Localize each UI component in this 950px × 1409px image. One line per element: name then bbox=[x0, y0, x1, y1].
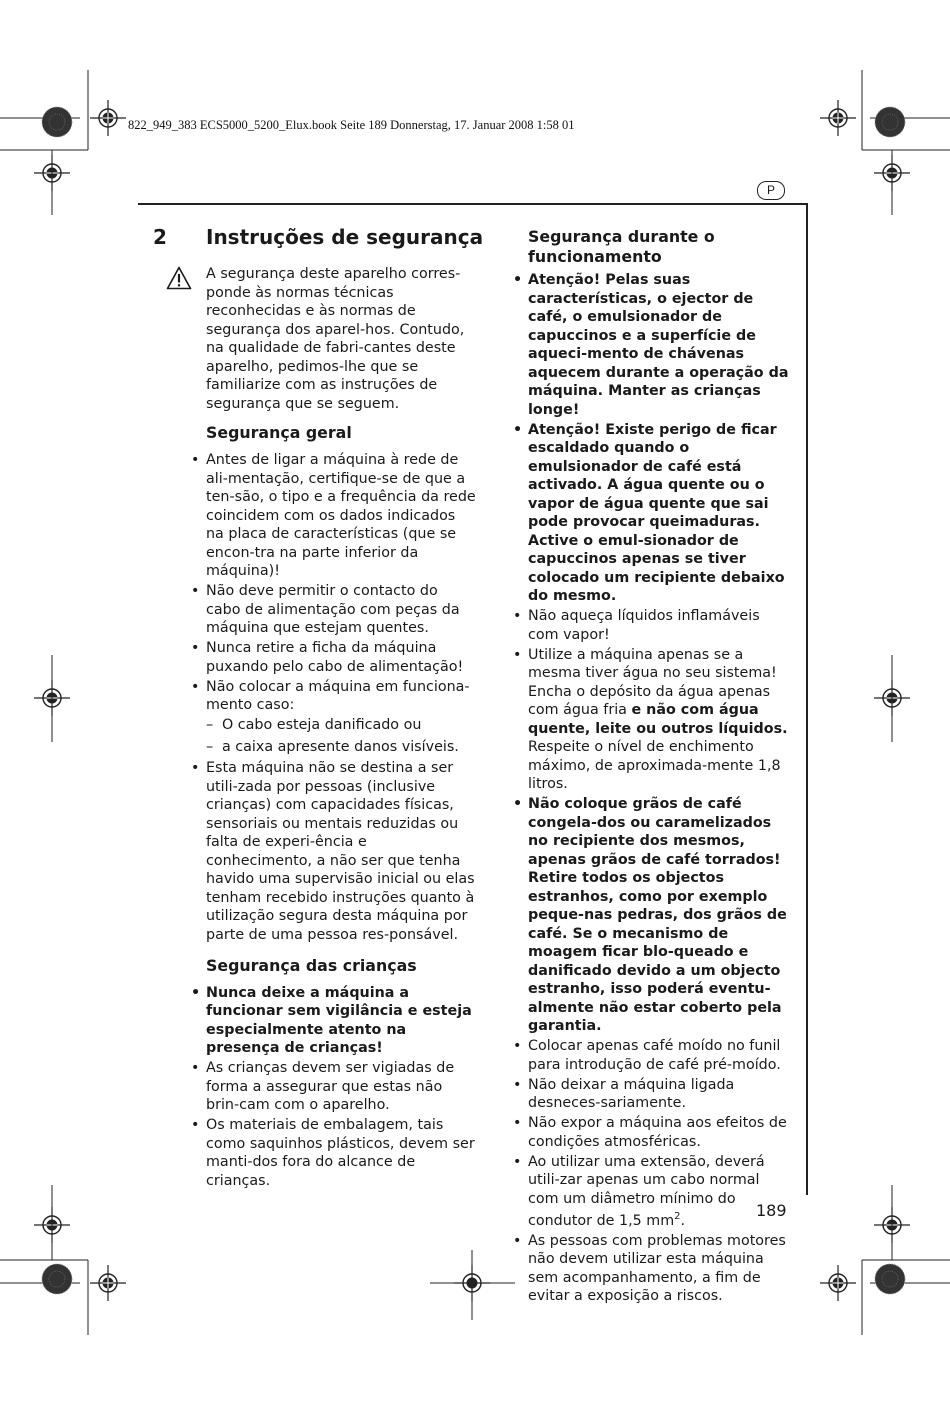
list-item: • Não expor a máquina aos efeitos de condições atmosféricas. bbox=[528, 1114, 790, 1151]
intro-paragraph: A segurança deste aparelho corres-ponde às normas técnicas reconhecidas e às normas de segurança dos aparel-hos. Contudo, na qualidade de fabri-cantes deste aparelho, pedimos-lhe que se familiarize com as instruções de segurança que se seguem. bbox=[206, 266, 465, 412]
list-item: • Colocar apenas café moído no funil para introdução de café pré-moído. bbox=[528, 1037, 790, 1074]
list-item: • Não coloque grãos de café congela-dos ou caramelizados no recipiente dos mesmos, apenas grãos de café torrados! Retire todos os objectos estranhos, como por exemplo peque-nas pedras, dos grãos de café. Se o mecanismo de moagem ficar blo-queado e danificado devido a um objecto estranho, isso poderá eventu-almente não estar coberto pela garantia. bbox=[528, 795, 790, 1036]
list-item: • Atenção! Pelas suas características, o ejector de café, o emulsionador de capuccinos e a superfície de aqueci-mento de chávenas aquecem durante a operação da máquina. Manter as crianças longe! bbox=[528, 271, 790, 419]
general-safety-heading: Segurança geral bbox=[206, 423, 352, 442]
list-item: • Nunca deixe a máquina a funcionar sem vigilância e esteja especialmente atento na presença de crianças! bbox=[206, 984, 476, 1058]
list-item: • As crianças devem ser vigiadas de forma a assegurar que estas não brin-cam com o aparelho. bbox=[206, 1059, 476, 1115]
operation-safety-heading: Segurança durante o funcionamento bbox=[528, 227, 715, 266]
superscript: 2 bbox=[674, 1211, 681, 1222]
language-badge: P bbox=[757, 181, 785, 200]
water-text: Utilize a máquina apenas se a mesma tiver água no seu sistema! Encha o depósito da água apenas com água fria bbox=[528, 646, 777, 718]
list-item: • Nunca retire a ficha da máquina puxando pelo cabo de alimentação! bbox=[206, 639, 476, 676]
list-item: • Os materiais de embalagem, tais como saquinhos plásticos, devem ser manti-dos fora do alcance de crianças. bbox=[206, 1116, 476, 1190]
child-safety-heading: Segurança das crianças bbox=[206, 955, 417, 975]
list-item: • Não aqueça líquidos inflamáveis com vapor! bbox=[528, 607, 790, 644]
water-text-bold: e não com água quente, leite ou outros líquidos. bbox=[528, 702, 788, 737]
list-item: • Não deixar a máquina ligada desneces-sariamente. bbox=[528, 1076, 790, 1113]
chapter-title: Instruções de segurança bbox=[206, 225, 484, 249]
sub-list-item: – a caixa apresente danos visíveis. bbox=[206, 738, 476, 757]
list-item: • As pessoas com problemas motores não devem utilizar esta máquina sem acompanhamento, a fim de evitar a exposição a riscos. bbox=[528, 1232, 790, 1306]
list-item: • Antes de ligar a máquina à rede de ali-mentação, certifique-se de que a ten-são, o tipo e a frequência da rede coincidem com os dados indicados na placa de características (que se encon-tra na parte inferior da máquina)! bbox=[206, 451, 476, 581]
extension-text: Ao utilizar uma extensão, deverá utili-zar apenas um cabo normal com um diâmetro mínimo do condutor de 1,5 mm bbox=[528, 1153, 765, 1229]
chapter-number: 2 bbox=[153, 225, 167, 249]
book-file-header: 822_949_383 ECS5000_5200_Elux.book Seite 189 Donnerstag, 17. Januar 2008 1:58 01 bbox=[128, 118, 575, 132]
period: . bbox=[680, 1212, 686, 1229]
list-item: • Esta máquina não se destina a ser utili-zada por pessoas (inclusive crianças) com capacidades físicas, sensoriais ou mentais reduzidas ou falta de experi-ência e conhecimento, a não ser que tenha havido uma supervisão inicial ou elas tenham recebido instruções quanto à utilização segura desta máquina por parte de uma pessoa res-ponsável. bbox=[206, 759, 476, 944]
list-item: • Não colocar a máquina em funciona-mento caso: bbox=[206, 678, 476, 715]
sub-list-item: – O cabo esteja danificado ou bbox=[206, 716, 476, 735]
list-item: • Não deve permitir o contacto do cabo de alimentação com peças da máquina que estejam quentes. bbox=[206, 582, 476, 638]
fill-level-text: Respeite o nível de enchimento máximo, de aproximada-mente 1,8 litros. bbox=[528, 739, 781, 792]
list-item: • Atenção! Existe perigo de ficar escaldado quando o emulsionador de café está activado. A água quente ou o vapor de água quente que sai pode provocar queimaduras. Active o emul-sionador de capuccinos apenas se tiver colocado um recipiente debaixo do mesmo. bbox=[528, 421, 790, 606]
page-number: 189 bbox=[756, 1201, 787, 1220]
